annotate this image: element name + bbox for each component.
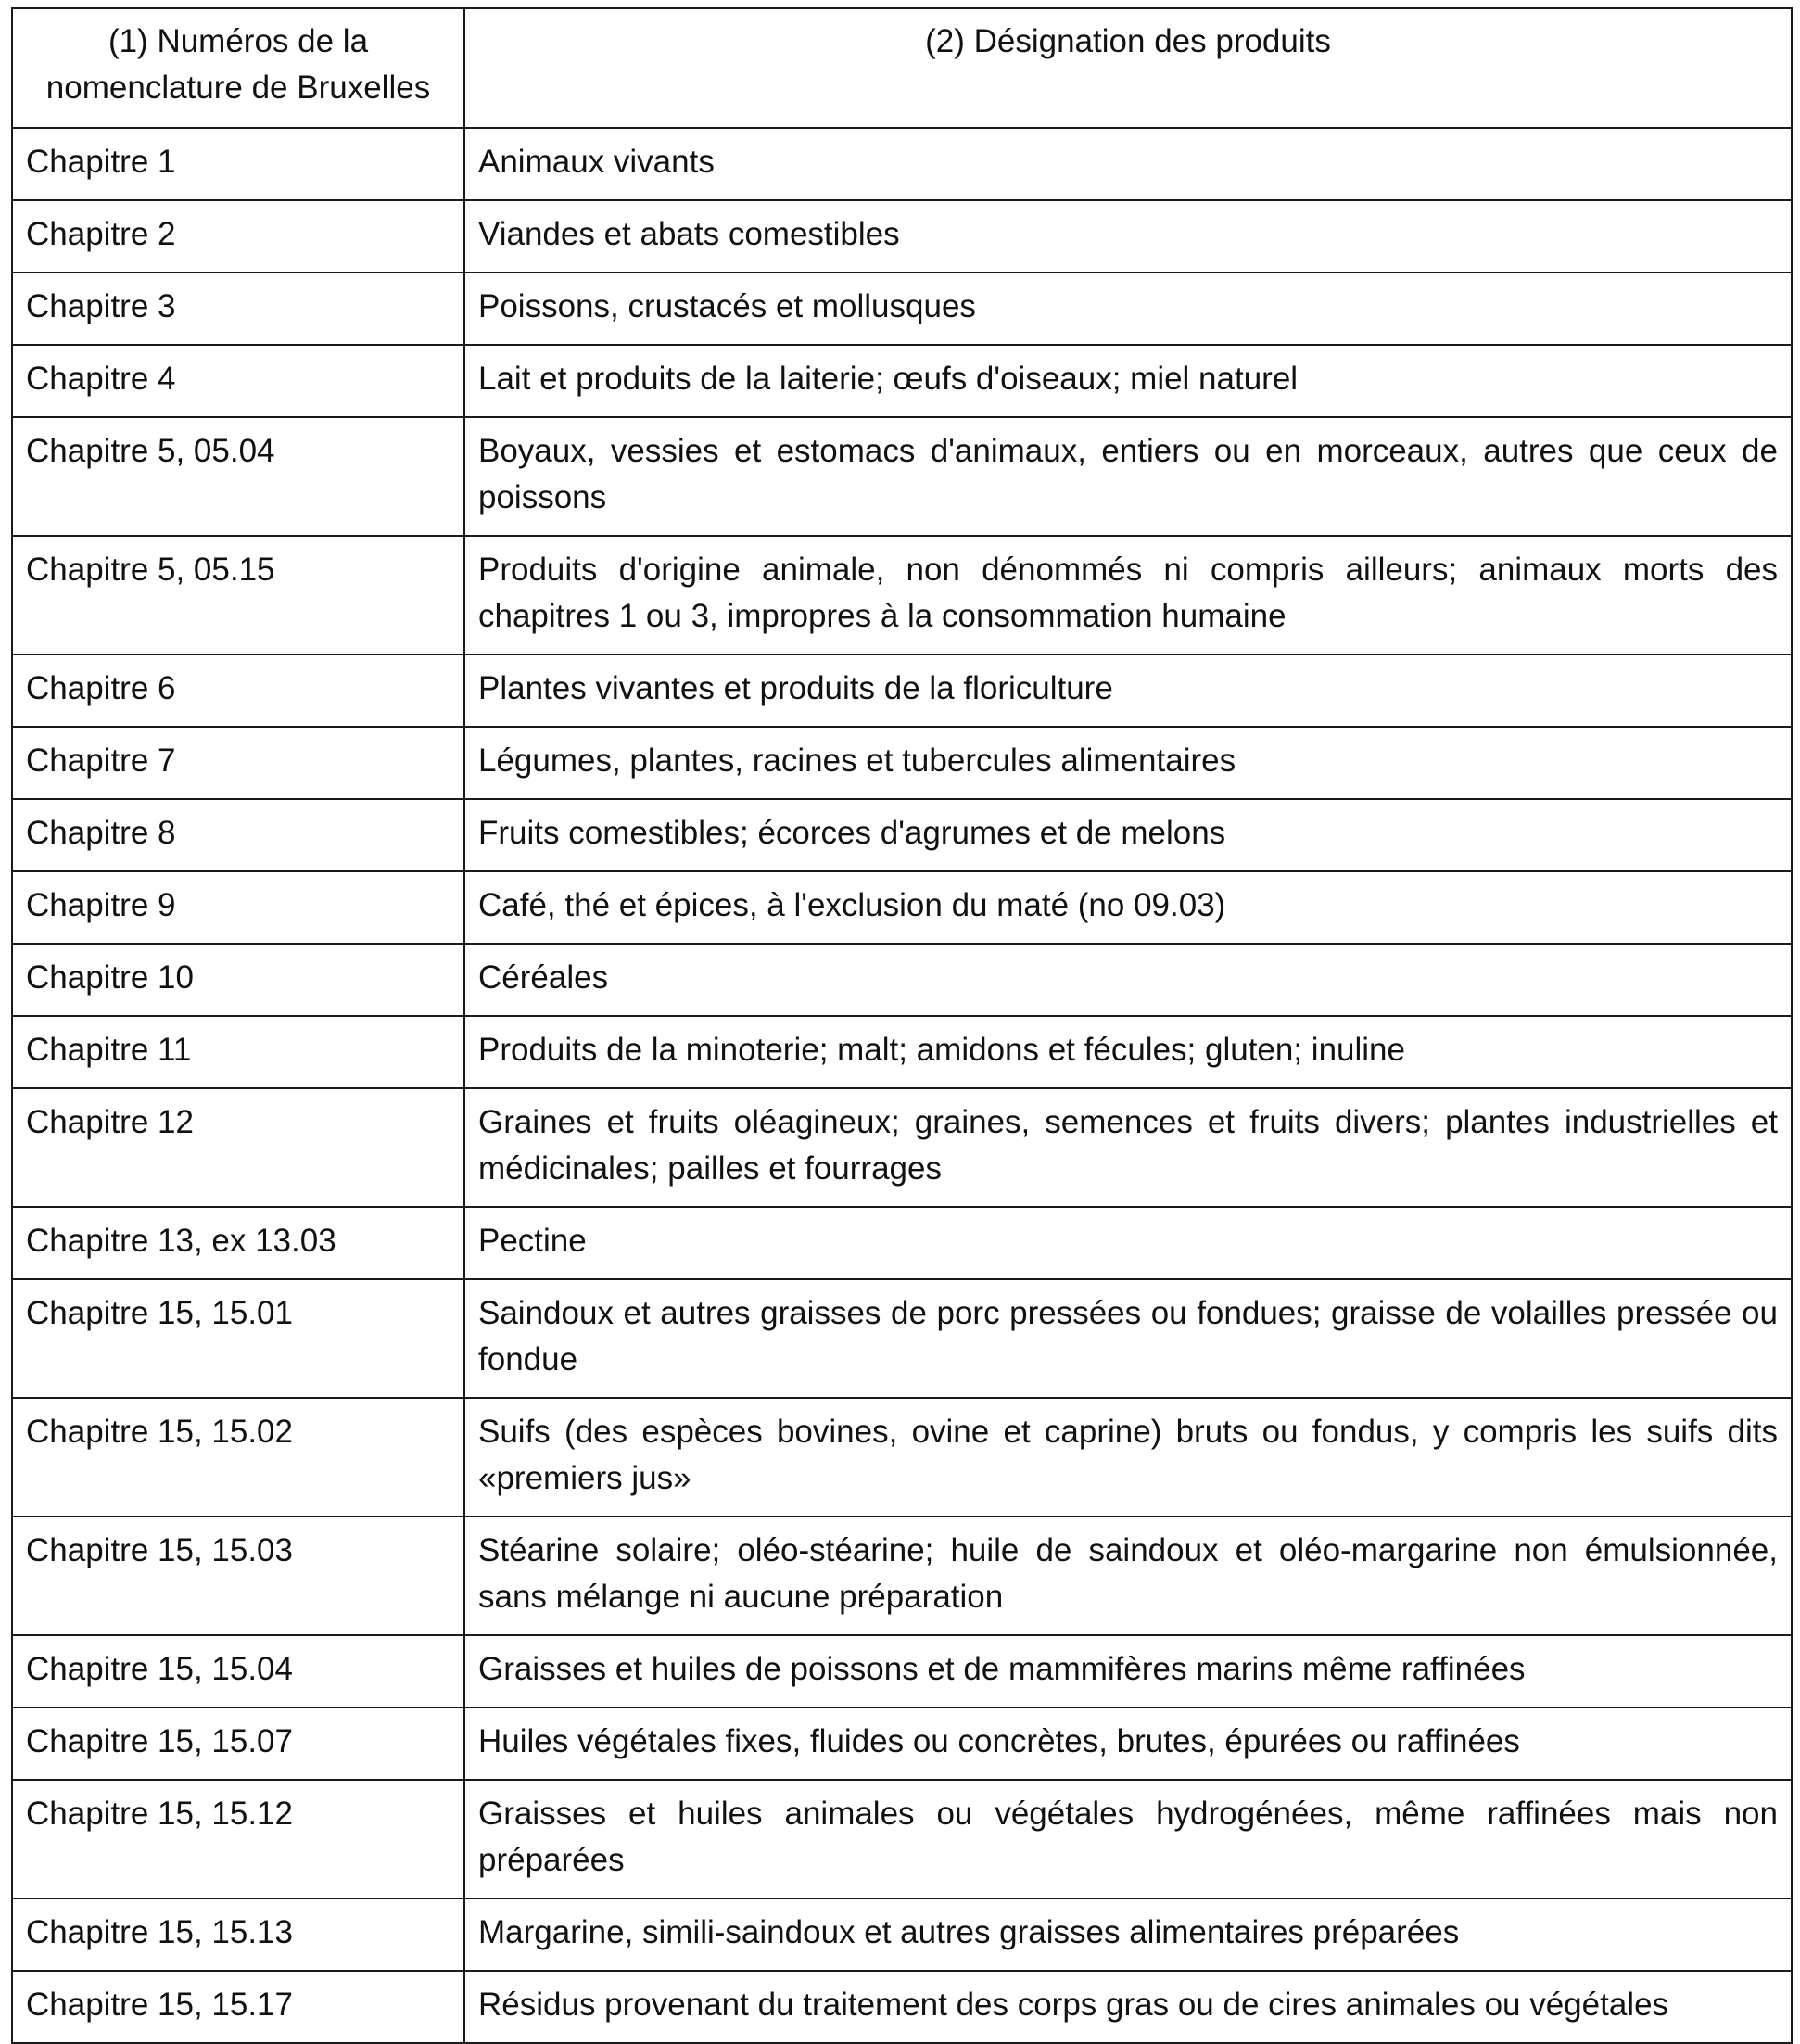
table-row — [12, 654, 1792, 727]
product-description-cell: Pectine — [464, 1207, 1792, 1279]
chapter-number-cell: Chapitre 15, 15.04 — [12, 1635, 464, 1708]
product-description-cell: Café, thé et épices, à l'exclusion du maté (no 09.03) — [464, 871, 1792, 944]
product-description-cell: Viandes et abats comestibles — [464, 200, 1792, 273]
chapter-number-cell: Chapitre 13, ex 13.03 — [12, 1207, 464, 1279]
chapter-number-cell: Chapitre 4 — [12, 345, 464, 417]
table-row — [12, 1016, 1792, 1088]
chapter-number-cell: Chapitre 6 — [12, 654, 464, 727]
product-description-cell: Graines et fruits oléagineux; graines, semences et fruits divers; plantes industrielles et médicinales; pailles et fourrages — [464, 1088, 1792, 1207]
chapter-number-cell: Chapitre 5, 05.04 — [12, 417, 464, 536]
chapter-number-cell: Chapitre 7 — [12, 727, 464, 799]
product-description-cell: Stéarine solaire; oléo-stéarine; huile de saindoux et oléo-margarine non émulsionnée, sans mélange ni aucune préparation — [464, 1517, 1792, 1635]
table-row — [12, 273, 1792, 345]
product-description-cell: Produits d'origine animale, non dénommés ni compris ailleurs; animaux morts des chapitres 1 ou 3, impropres à la consommation humaine — [464, 536, 1792, 654]
chapter-number-cell: Chapitre 15, 15.02 — [12, 1398, 464, 1517]
product-description-cell: Poissons, crustacés et mollusques — [464, 273, 1792, 345]
header-row — [12, 8, 1792, 128]
table-row — [12, 1971, 1792, 2043]
product-description-cell: Légumes, plantes, racines et tubercules alimentaires — [464, 727, 1792, 799]
table-row — [12, 1635, 1792, 1708]
product-description-cell: Animaux vivants — [464, 128, 1792, 200]
table-row — [12, 727, 1792, 799]
product-description-cell: Graisses et huiles de poissons et de mammifères marins même raffinées — [464, 1635, 1792, 1708]
chapter-number-cell: Chapitre 12 — [12, 1088, 464, 1207]
table-row — [12, 871, 1792, 944]
table-row — [12, 128, 1792, 200]
chapter-number-cell: Chapitre 10 — [12, 944, 464, 1016]
product-description-cell: Plantes vivantes et produits de la floriculture — [464, 654, 1792, 727]
chapter-number-cell: Chapitre 15, 15.03 — [12, 1517, 464, 1635]
table-row — [12, 536, 1792, 654]
product-description-cell: Résidus provenant du traitement des corps gras ou de cires animales ou végétales — [464, 1971, 1792, 2043]
header-designation: (2) Désignation des produits — [464, 8, 1792, 128]
product-description-cell: Huiles végétales fixes, fluides ou concrètes, brutes, épurées ou raffinées — [464, 1708, 1792, 1780]
chapter-number-cell: Chapitre 15, 15.17 — [12, 1971, 464, 2043]
table-row — [12, 345, 1792, 417]
table-row — [12, 1279, 1792, 1398]
products-table — [11, 7, 1793, 2044]
chapter-number-cell: Chapitre 3 — [12, 273, 464, 345]
product-description-cell: Graisses et huiles animales ou végétales hydrogénées, même raffinées mais non préparées — [464, 1780, 1792, 1898]
table-row — [12, 200, 1792, 273]
chapter-number-cell: Chapitre 8 — [12, 799, 464, 871]
chapter-number-cell: Chapitre 9 — [12, 871, 464, 944]
chapter-number-cell: Chapitre 15, 15.13 — [12, 1898, 464, 1971]
product-description-cell: Margarine, simili-saindoux et autres graisses alimentaires préparées — [464, 1898, 1792, 1971]
product-description-cell: Suifs (des espèces bovines, ovine et caprine) bruts ou fondus, y compris les suifs dits «premiers jus» — [464, 1398, 1792, 1517]
table-row — [12, 1780, 1792, 1898]
chapter-number-cell: Chapitre 5, 05.15 — [12, 536, 464, 654]
product-description-cell: Produits de la minoterie; malt; amidons et fécules; gluten; inuline — [464, 1016, 1792, 1088]
table-row — [12, 1708, 1792, 1780]
header-numbers: (1) Numéros de la nomenclature de Bruxelles — [12, 8, 464, 128]
product-description-cell: Saindoux et autres graisses de porc pressées ou fondues; graisse de volailles pressée ou fondue — [464, 1279, 1792, 1398]
chapter-number-cell: Chapitre 1 — [12, 128, 464, 200]
product-description-cell: Boyaux, vessies et estomacs d'animaux, entiers ou en morceaux, autres que ceux de poissons — [464, 417, 1792, 536]
chapter-number-cell: Chapitre 11 — [12, 1016, 464, 1088]
table-row — [12, 1207, 1792, 1279]
product-description-cell: Céréales — [464, 944, 1792, 1016]
table-row — [12, 1088, 1792, 1207]
chapter-number-cell: Chapitre 15, 15.01 — [12, 1279, 464, 1398]
chapter-number-cell: Chapitre 2 — [12, 200, 464, 273]
table-row — [12, 417, 1792, 536]
chapter-number-cell: Chapitre 15, 15.07 — [12, 1708, 464, 1780]
table-row — [12, 799, 1792, 871]
table-row — [12, 1898, 1792, 1971]
table-row — [12, 1517, 1792, 1635]
product-description-cell: Fruits comestibles; écorces d'agrumes et de melons — [464, 799, 1792, 871]
table-row — [12, 1398, 1792, 1517]
product-description-cell: Lait et produits de la laiterie; œufs d'oiseaux; miel naturel — [464, 345, 1792, 417]
chapter-number-cell: Chapitre 15, 15.12 — [12, 1780, 464, 1898]
table-row — [12, 944, 1792, 1016]
